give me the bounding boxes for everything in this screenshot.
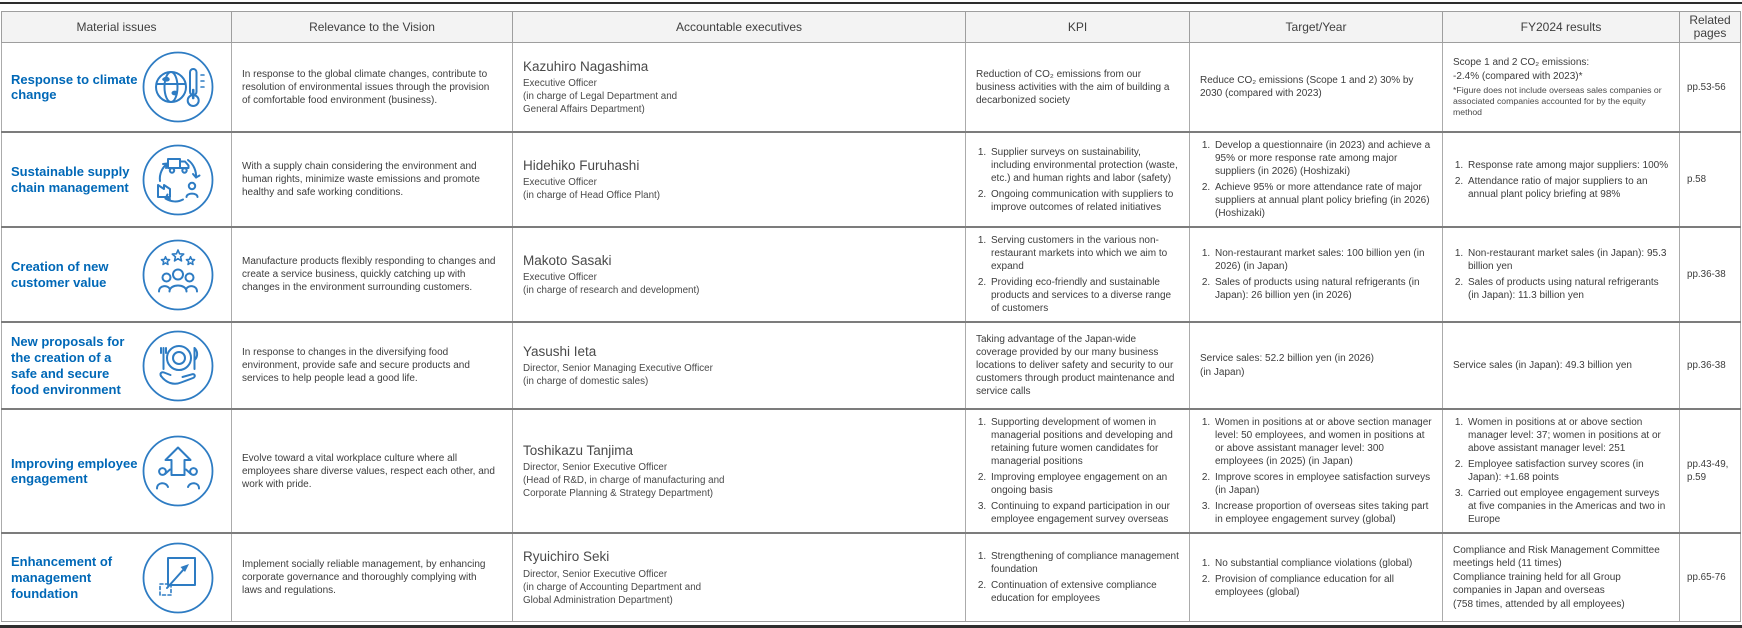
executive-cell [513,133,966,226]
executive-role [523,177,955,203]
executive-role-line: General Affairs Department) [523,104,645,116]
footnote-text: *Figure does not include overseas sales companies or associated companies accounted for by the equity method [1453,85,1662,118]
col-header-material-issues: Material issues [1,11,232,43]
numbered-list [976,234,1179,315]
list-item: 3. Continuing to expand participation in our employee engagement survey overseas [989,500,1179,526]
cell-text: -2.4% (compared with 2023)* [1453,71,1583,83]
executive-role [523,272,955,298]
cell-text: Service sales: 52.2 billion yen (in 2026) [1200,353,1374,365]
executive-role-line: Executive Officer [523,78,597,90]
related-pages-text: pp.36-38 [1687,360,1726,372]
kpi-cell [966,534,1190,621]
executive-name: Toshikazu Tanjima [523,442,634,458]
numbered-list [976,416,1179,526]
executive-name: Kazuhiro Nagashima [523,58,649,74]
relevance-text: Manufacture products flexibly responding to changes and create a service business, quickly catching up with changes in the environment surrounding customers. [242,256,496,294]
related-pages-cell [1680,228,1741,321]
material-issue-cell [1,133,232,226]
list-item: 1. Serving customers in the various non-restaurant markets into which we aim to expand [989,234,1179,273]
executive-name: Makoto Sasaki [523,252,612,268]
fy2024-results-cell [1443,43,1680,131]
material-issue-title: New proposals for the creation of a safe and secure food environment [11,334,125,397]
executive-role-line: Director, Senior Executive Officer [523,568,668,580]
list-item: 2. Sales of products using natural refrigerants (in Japan): 26 billion yen (in 2026) [1213,276,1432,302]
related-pages-text: pp.43-49, [1687,459,1729,471]
list-item: 1. Non-restaurant market sales: 100 billion yen (in 2026) (in Japan) [1213,247,1432,273]
target-year-cell [1190,43,1443,131]
material-issue-title: Response to climate change [11,71,138,103]
fy2024-results-cell [1443,534,1680,621]
executive-role-line: (in charge of research and development) [523,285,700,297]
table-header-row [1,11,1741,43]
material-issue-title: Sustainable supply chain management [11,164,130,195]
table-row [1,228,1741,323]
list-item: 2. Sales of products using natural refrigerants (in Japan): 11.3 billion yen [1466,276,1669,302]
fy2024-results-cell [1443,410,1680,532]
list-item: 1. Women in positions at or above section manager level: 37; women in positions at or above assistant manager level: 251 [1466,416,1669,455]
executive-role [523,462,955,501]
executive-role [523,363,955,389]
related-pages-text: pp.53-56 [1687,81,1726,93]
relevance-text: Implement socially reliable management, by enhancing corporate governance and thoroughly complying with laws and regulations. [242,559,486,597]
fy2024-results-cell [1443,323,1680,408]
fy2024-results-cell [1443,228,1680,321]
table-row [1,323,1741,410]
executive-role-line: (in charge of Head Office Plant) [523,190,661,202]
relevance-cell [232,133,513,226]
list-item: 2. Employee satisfaction survey scores (in Japan): +1.68 points [1466,458,1669,484]
executive-cell [513,410,966,532]
executive-name: Hidehiko Furuhashi [523,157,640,173]
list-item: 2. Attendance ratio of major suppliers to an annual plant policy briefing at 98% [1466,175,1669,201]
people-raise-arrow-icon [141,434,215,508]
executive-name: Ryuichiro Seki [523,549,610,565]
globe-thermometer-icon [141,50,215,124]
relevance-cell [232,228,513,321]
executive-cell [513,43,966,131]
executive-cell [513,534,966,621]
numbered-list [1200,247,1432,302]
executive-role-line: (in charge of Accounting Department and [523,581,702,593]
executive-role-line: Director, Senior Executive Officer [523,462,668,474]
top-rule [0,2,1742,4]
relevance-text: Evolve toward a vital workplace culture where all employees share diverse values, respect each other, and work with pride. [242,452,495,490]
numbered-list [1200,416,1432,526]
list-item: 2. Continuation of extensive compliance education for employees [989,579,1179,605]
col-header-executives: Accountable executives [513,11,966,43]
cell-text: Compliance training held for all Group companies in Japan and overseas [1453,572,1621,597]
list-item: 2. Improving employee engagement on an ongoing basis [989,471,1179,497]
cell-text: Reduce CO₂ emissions (Scope 1 and 2) 30% by 2030 (compared with 2023) [1200,75,1414,100]
target-year-cell [1190,228,1443,321]
list-item: 1. Supporting development of women in managerial positions and developing and retaining future women candidates for managerial positions [989,416,1179,468]
cell-text: Service sales (in Japan): 49.3 billion yen [1453,360,1632,372]
kpi-cell [966,228,1190,321]
executive-role-line: Executive Officer [523,272,597,284]
executive-role [523,569,955,608]
target-year-cell [1190,410,1443,532]
numbered-list [1200,139,1432,220]
relevance-cell [232,534,513,621]
related-pages-cell [1680,410,1741,532]
list-item: 2. Ongoing communication with suppliers to improve outcomes of related initiatives [989,188,1179,214]
list-item: 1. Response rate among major suppliers: 100% [1466,159,1669,172]
table-body [0,43,1742,622]
col-header-target-year: Target/Year [1190,11,1443,43]
material-issue-cell [1,323,232,408]
col-header-fy2024-results: FY2024 results [1443,11,1680,43]
list-item: 1. Develop a questionnaire (in 2023) and achieve a 95% or more response rate among major suppliers (in 2026) (Hoshizaki) [1213,139,1432,178]
material-issue-title: Creation of new customer value [11,259,109,290]
list-item: 1. Women in positions at or above section manager level: 50 employees, and women in positions at or above assistant manager level: 300 employees (in 2025) (in Japan) [1213,416,1432,468]
numbered-list [1200,557,1432,599]
cell-text: Taking advantage of the Japan-wide coverage provided by our many business locations to deliver safety and security to our customers through product maintenance and service calls [976,334,1175,398]
list-item: 1. Non-restaurant market sales (in Japan): 95.3 billion yen [1466,247,1669,273]
list-item: 1. Supplier surveys on sustainability, including environmental protection (waste, etc.) and human rights and labor (safety) [989,146,1179,185]
executive-role-line: (in charge of Legal Department and [523,91,678,103]
material-issue-cell [1,43,232,131]
kpi-cell [966,43,1190,131]
relevance-cell [232,323,513,408]
table-row [1,133,1741,228]
related-pages-cell [1680,133,1741,226]
material-issue-title: Improving employee engagement [11,455,138,487]
executive-role-line: Director, Senior Managing Executive Officer [523,363,713,375]
related-pages-text: p.59 [1687,472,1707,484]
relevance-text: With a supply chain considering the environment and human rights, minimize waste emissions and promote healthy and safe working conditions. [242,161,480,199]
material-issue-cell [1,410,232,532]
materiality-table-page [0,2,1742,611]
numbered-list [1453,247,1669,302]
list-item: 2. Provision of compliance education for all employees (global) [1213,573,1432,599]
expand-square-arrow-icon [141,541,215,615]
related-pages-text: pp.36-38 [1687,269,1726,281]
list-item: 2. Providing eco-friendly and sustainable products and services to a diverse range of customers [989,276,1179,315]
material-issue-cell [1,228,232,321]
executive-role [523,78,955,117]
relevance-cell [232,410,513,532]
material-issue-title: Enhancement of management foundation [11,554,113,601]
relevance-text: In response to changes in the diversifying food environment, provide safe and secure products and services to help people lead a good life. [242,347,470,385]
cell-text: Reduction of CO₂ emissions from our business activities with the aim of building a decarbonized society [976,68,1170,106]
executive-cell [513,323,966,408]
relevance-cell [232,43,513,131]
food-plate-hand-icon [141,329,215,403]
executive-role-line: (Head of R&D, in charge of manufacturing and [523,475,725,487]
fy2024-results-cell [1443,133,1680,226]
executive-cell [513,228,966,321]
executive-name: Yasushi Ieta [523,343,597,359]
executive-role-line: Executive Officer [523,177,597,189]
related-pages-cell [1680,43,1741,131]
kpi-cell [966,133,1190,226]
cell-text: (in Japan) [1200,367,1245,379]
kpi-cell [966,410,1190,532]
numbered-list [1453,159,1669,201]
col-header-relevance: Relevance to the Vision [232,11,513,43]
cell-text: Compliance and Risk Management Committee meetings held (11 times) [1453,545,1660,570]
related-pages-text: pp.65-76 [1687,572,1726,584]
related-pages-text: p.58 [1687,174,1707,186]
col-header-related-pages: Related pages [1680,11,1741,43]
executive-role-line: Global Administration Department) [523,594,673,606]
cell-text: (758 times, attended by all employees) [1453,599,1625,611]
executive-role-line: (in charge of domestic sales) [523,376,649,388]
table-row [1,43,1741,133]
col-header-kpi: KPI [966,11,1190,43]
target-year-cell [1190,323,1443,408]
list-item: 3. Carried out employee engagement surveys at five companies in the Americas and two in Europe [1466,487,1669,526]
materiality-table [0,11,1742,622]
table-row [1,410,1741,534]
list-item: 2. Improve scores in employee satisfaction surveys (in Japan) [1213,471,1432,497]
list-item: 1. Strengthening of compliance management foundation [989,550,1179,576]
related-pages-cell [1680,534,1741,621]
target-year-cell [1190,133,1443,226]
numbered-list [976,550,1179,605]
relevance-text: In response to the global climate changes, contribute to resolution of environmental issues through the provision of comfortable food environment (business). [242,68,490,106]
related-pages-cell [1680,323,1741,408]
numbered-list [1453,416,1669,526]
kpi-cell [966,323,1190,408]
target-year-cell [1190,534,1443,621]
material-issue-cell [1,534,232,621]
numbered-list [976,146,1179,214]
list-item: 1. No substantial compliance violations (global) [1213,557,1432,570]
executive-role-line: Corporate Planning & Strategy Department) [523,488,714,500]
list-item: 2. Achieve 95% or more attendance rate of major suppliers at annual plant policy briefing (in 2026) (Hoshizaki) [1213,181,1432,220]
cell-text: Scope 1 and 2 CO₂ emissions: [1453,57,1590,69]
supply-chain-cycle-icon [141,143,215,217]
table-row [1,534,1741,622]
people-stars-icon [141,238,215,312]
list-item: 3. Increase proportion of overseas sites taking part in employee engagement survey (global) [1213,500,1432,526]
